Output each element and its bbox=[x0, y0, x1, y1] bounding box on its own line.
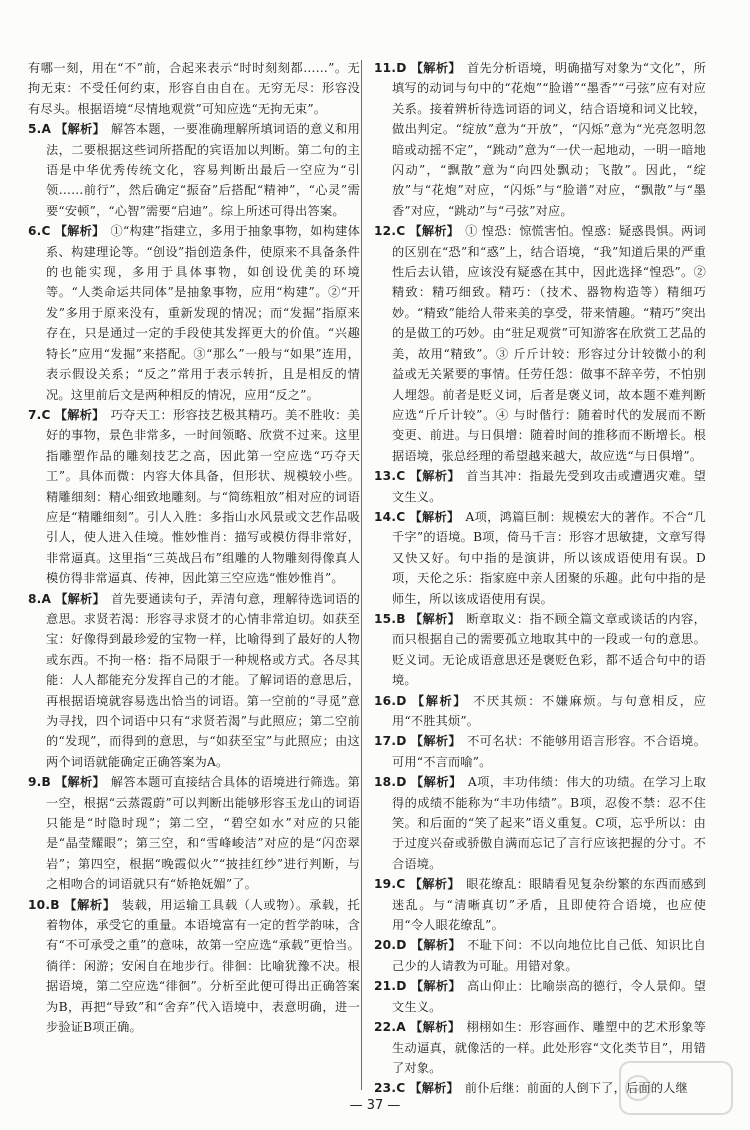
explanation-text: 栩栩如生：形容画作、雕塑中的艺术形象等生动逼真，就像活的一样。此处形容“文化类节目”，用错了对象。 bbox=[392, 1020, 706, 1075]
analysis-tag: 【解析】 bbox=[55, 122, 106, 137]
answer-letter: C bbox=[396, 1081, 406, 1096]
page-number: — 37 — bbox=[349, 1098, 401, 1113]
analysis-tag: 【解析】 bbox=[54, 224, 105, 239]
explanation-text: ①“构建”指建立，多用于抽象事物，如构建体系、构建理论等。“创设”指创造条件，使原来不具备条件的也能实现，多用于具体事物，如创设优美的环境等。“人类命运共同体”是抽象事物，应用“构建”。②“开发”多用于原来没有，重新发现的情况；而“发掘”指原来存在，只是通过一定的手段使其发挥更大的价值。“兴趣特长”应用“发掘”来搭配。③“那么”一般与“如果”连用，表示假设关系；“反之”常用于表示转折，且是相反的情况。这里前后文是两种相反的情况，应用“反之”。 bbox=[46, 224, 360, 402]
explanation-text: 眼花缭乱：眼睛看见复杂纷繁的东西而感到迷乱。与“清晰真切”矛盾，且即使符合语境，也应使用“令人眼花缭乱”。 bbox=[392, 877, 706, 933]
question-number: 11. bbox=[374, 61, 397, 75]
answer-entry bbox=[374, 466, 706, 507]
analysis-tag: 【解析】 bbox=[409, 1081, 459, 1096]
explanation-text: 首先分析语境，明确描写对象为“文化”，所填写的动词与句中的“花炮”“脸谱”“墨香”“弓弦”应有对应关系。接着辨析待选词语的词义，结合语境和词义比较，做出判定。“绽放”意为“开放”，“闪烁”意为“光亮忽明忽暗或动摇不定”，“跳动”意为“一伏一起地动，一明一暗地闪动”，“飘散”意为“向四处飘动；飞散”。因此，“绽放”与“花炮”对应，“闪烁”与“脸谱”对应，“飘散”与“墨香”对应，“跳动”与“弓弦”对应。 bbox=[392, 61, 706, 218]
analysis-tag: 【解析】 bbox=[63, 897, 116, 912]
answer-letter: A bbox=[41, 122, 52, 137]
explanation-text: 解答本题可直接结合具体的语境进行筛选。第一空，根据“云蒸霞蔚”可以判断出能够形容玉龙山的词语只能是“时隐时现”；第二空，“碧空如水”对应的只能是“晶莹耀眼”；第三空，和“雪峰峻洁”对应的是“闪峦翠岩”；第四空，根据“晚霞似火”“披挂红纱”进行判断，与之相吻合的词语就只有“娇艳妩媚”了。 bbox=[46, 775, 360, 892]
explanation-text: 首当其冲：指最先受到攻击或遭遇灾难。望文生义。 bbox=[392, 469, 706, 504]
question-number: 6. bbox=[28, 224, 42, 239]
answer-letter: D bbox=[396, 693, 407, 708]
answer-letter: C bbox=[396, 877, 406, 892]
answer-letter: C bbox=[41, 224, 51, 239]
question-number: 18. bbox=[374, 775, 397, 790]
question-number: 20. bbox=[374, 938, 397, 953]
explanation-text: 不可名状：不能够用语言形容。不合语境。可用“不言而喻”。 bbox=[392, 734, 706, 769]
answer-entry bbox=[374, 221, 706, 466]
question-number: 16. bbox=[374, 693, 397, 708]
explanation-text: 首先要通读句子，弄清句意，理解待选词语的意思。求贤若渴：形容寻求贤才的心情非常迫切。如获至宝：好像得到最珍爱的宝物一样，比喻得到了最好的人物或东西。不拘一格：指不局限于一种规格或方式。各尽其能：人人都能充分发挥自己的才能。了解词语的意思后，再根据语境就容易选出恰当的词语。第一空前的“寻觅”意为寻找，四个词语中只有“求贤若渴”与此照应；第二空前的“发现”，而得到的意思，与“如获至宝”与此照应；由这两个词语就能确定正确答案为A。 bbox=[46, 591, 360, 769]
question-number: 5. bbox=[28, 122, 42, 137]
answer-letter: C bbox=[396, 509, 406, 524]
analysis-tag: 【解析】 bbox=[409, 469, 461, 484]
question-number: 21. bbox=[374, 979, 397, 994]
analysis-tag: 【解析】 bbox=[409, 224, 460, 239]
question-number: 10. bbox=[28, 897, 51, 912]
analysis-tag: 【解析】 bbox=[410, 938, 462, 953]
analysis-tag: 【解析】 bbox=[54, 407, 105, 422]
answer-entry bbox=[28, 119, 360, 221]
answer-letter: B bbox=[41, 775, 52, 790]
answer-letter: D bbox=[396, 938, 407, 953]
watermark-logo bbox=[616, 1056, 736, 1120]
analysis-tag: 【解析】 bbox=[55, 591, 106, 606]
analysis-tag: 【解析】 bbox=[410, 734, 462, 749]
question-number: 15. bbox=[374, 611, 397, 626]
analysis-tag: 【解析】 bbox=[410, 979, 462, 994]
answer-entry bbox=[374, 58, 706, 221]
answer-letter: D bbox=[396, 775, 407, 790]
question-number: 19. bbox=[374, 877, 397, 892]
analysis-tag: 【解析】 bbox=[409, 509, 460, 524]
analysis-tag: 【解析】 bbox=[410, 775, 462, 790]
answer-entry bbox=[374, 731, 706, 772]
question-number: 12. bbox=[374, 224, 397, 239]
answer-letter: C bbox=[41, 407, 51, 422]
answer-entry bbox=[374, 691, 706, 732]
question-number: 17. bbox=[374, 734, 397, 749]
answer-entry bbox=[28, 405, 360, 589]
explanation-text: 解答本题，一要准确理解所填词语的意义和用法，二要根据这些词所搭配的宾语加以判断。第二句的主语是中华优秀传统文化，容易判断出最后一空应为“引领……前行”，然后确定“振奋”后搭配“精神”，“心灵”需要“安顿”，“心智”需要“启迪”。综上所述可得出答案。 bbox=[46, 122, 360, 218]
explanation-text: 不厌其烦：不嫌麻烦。与句意相反，应用“不胜其烦”。 bbox=[392, 693, 706, 728]
answer-entry bbox=[28, 589, 360, 773]
answer-letter: D bbox=[396, 979, 407, 994]
explanation-text: A项，丰功伟绩：伟大的功绩。在学习上取得的成绩不能称为“丰功伟绩”。B项，忍俊不禁：忍不住笑。和后面的“笑了起来”语义重复。C项，忘乎所以：由于过度兴奋或骄傲自满而忘记了言行应该把握的分寸。不合语境。 bbox=[392, 775, 706, 871]
answer-letter: B bbox=[396, 611, 406, 626]
answer-entry bbox=[374, 976, 706, 1017]
analysis-tag: 【解析】 bbox=[410, 61, 461, 75]
explanation-text: 巧夺天工：形容技艺极其精巧。美不胜收：美好的事物，景色非常多，一时间领略、欣赏不过来。这里指雕塑作品的雕刻技艺之高，因此第一空应选“巧夺天工”。具体而微：内容大体具备，但形状、规模较小些。精雕细刻：精心细致地雕刻。与“简练粗放”相对应的词语应是“精雕细刻”。引人入胜：多指山水风景或文艺作品吸引人，使人进入佳境。惟妙惟肖：描写或模仿得非常好，非常逼真。这里指“三英战吕布”组雕的人物雕刻得像真人模仿得非常逼真、传神，因此第三空应选“惟妙惟肖”。 bbox=[46, 407, 361, 586]
answer-letter: D bbox=[396, 61, 407, 75]
analysis-tag: 【解析】 bbox=[409, 611, 461, 626]
answer-entry bbox=[374, 609, 706, 691]
explanation-text: A项，鸿篇巨制：规模宏大的著作。不合“几千字”的语境。B项，倚马千言：形容才思敏捷，文章写得又快又好。句中指的是演讲，所以该成语使用有误。D项，天伦之乐：指家庭中亲人团聚的乐趣。此句中指的是师生，所以该成语使用有误。 bbox=[392, 509, 706, 606]
answer-entry bbox=[374, 772, 706, 874]
question-number: 9. bbox=[28, 775, 42, 790]
question-number: 7. bbox=[28, 407, 42, 422]
answer-letter: C bbox=[396, 224, 406, 239]
analysis-tag: 【解析】 bbox=[409, 1020, 461, 1035]
question-number: 22. bbox=[374, 1020, 397, 1035]
explanation-text: ① 惶恐：惊慌害怕。惶惑：疑惑畏惧。两词的区别在“恐”和“惑”上，结合语境，“我”知道后果的严重性后去认错，应该没有疑惑在其中，因此选择“惶恐”。② 精致：精巧细致。精巧：（技术、器物构造等）精细巧妙。“精致”能给人带来美的享受，带来情趣。“精巧”突出的是做工的巧妙。由“驻足观赏”可知游客在欣赏工艺品的美，故用“精致”。③ 斤斤计较：形容过分计较微小的利益或无关紧要的事情。任劳任怨：做事不辞辛劳，不怕别人埋怨。前者是贬义词，后者是褒义词，故本题不难判断应选“斤斤计较”。④ 与时偕行：随着时代的发展而不断变更、前进。与日俱增：随着时间的推移而不断增长。根据语境，张总经理的希望越来越大，故应选“与日俱增”。 bbox=[392, 224, 707, 463]
answer-entry bbox=[28, 221, 360, 405]
explanation-text: 装载，用运输工具载（人或物）。承载，托着物体，承受它的重量。本语境富有一定的哲学韵味，含有“不可承受之重”的意味，故第一空应选“承载”更恰当。徜徉：闲游；安闲自在地步行。徘徊：比喻犹豫不决。根据语境，第二空应选“徘徊”。分析至此便可得出正确答案为B，再把“导致”和“舍弃”代入语境中，表意明确，进一步验证B项正确。 bbox=[46, 897, 360, 1035]
answer-entry bbox=[374, 507, 706, 609]
answer-entry bbox=[28, 895, 360, 1038]
answer-entry bbox=[374, 935, 706, 976]
explanation-text: 有哪一刻，用在“不”前，合起来表示“时时刻刻都……”。无拘无束：不受任何约束，形容自由自在。无穷无尽：形容没有尽头。根据语境“尽情地观赏”可知应选“无拘无束”。 bbox=[28, 61, 360, 116]
continued-text bbox=[28, 58, 360, 119]
question-number: 8. bbox=[28, 591, 42, 606]
answer-entry bbox=[374, 874, 706, 935]
answer-letter: A bbox=[41, 591, 52, 606]
explanation-text: 不耻下问：不以向地位比自己低、知识比自己少的人请教为可耻。用错对象。 bbox=[392, 938, 706, 973]
left-column bbox=[28, 58, 360, 1038]
answer-letter: B bbox=[50, 897, 60, 912]
question-number: 13. bbox=[374, 469, 397, 484]
question-number: 23. bbox=[374, 1081, 397, 1096]
answer-letter: C bbox=[396, 469, 406, 484]
analysis-tag: 【解析】 bbox=[55, 775, 105, 790]
question-number: 14. bbox=[374, 509, 397, 524]
analysis-tag: 【解析】 bbox=[410, 693, 468, 708]
explanation-text: 高山仰止：比喻崇高的德行，令人景仰。望文生义。 bbox=[392, 979, 706, 1014]
right-column bbox=[374, 58, 706, 1099]
answer-entry bbox=[28, 772, 360, 894]
answer-letter: A bbox=[396, 1020, 406, 1035]
analysis-tag: 【解析】 bbox=[409, 877, 461, 892]
answer-letter: D bbox=[396, 734, 407, 749]
explanation-text: 断章取义：指不顾全篇文章或谈话的内容，而只根据自己的需要孤立地取其中的一段或一句的意思。贬义词。无论成语意思还是褒贬色彩，都不适合句中的语境。 bbox=[392, 611, 706, 688]
explanation-text: 前仆后继：前面的人倒下了，后面的人继 bbox=[464, 1081, 688, 1096]
column-divider bbox=[361, 60, 362, 1090]
